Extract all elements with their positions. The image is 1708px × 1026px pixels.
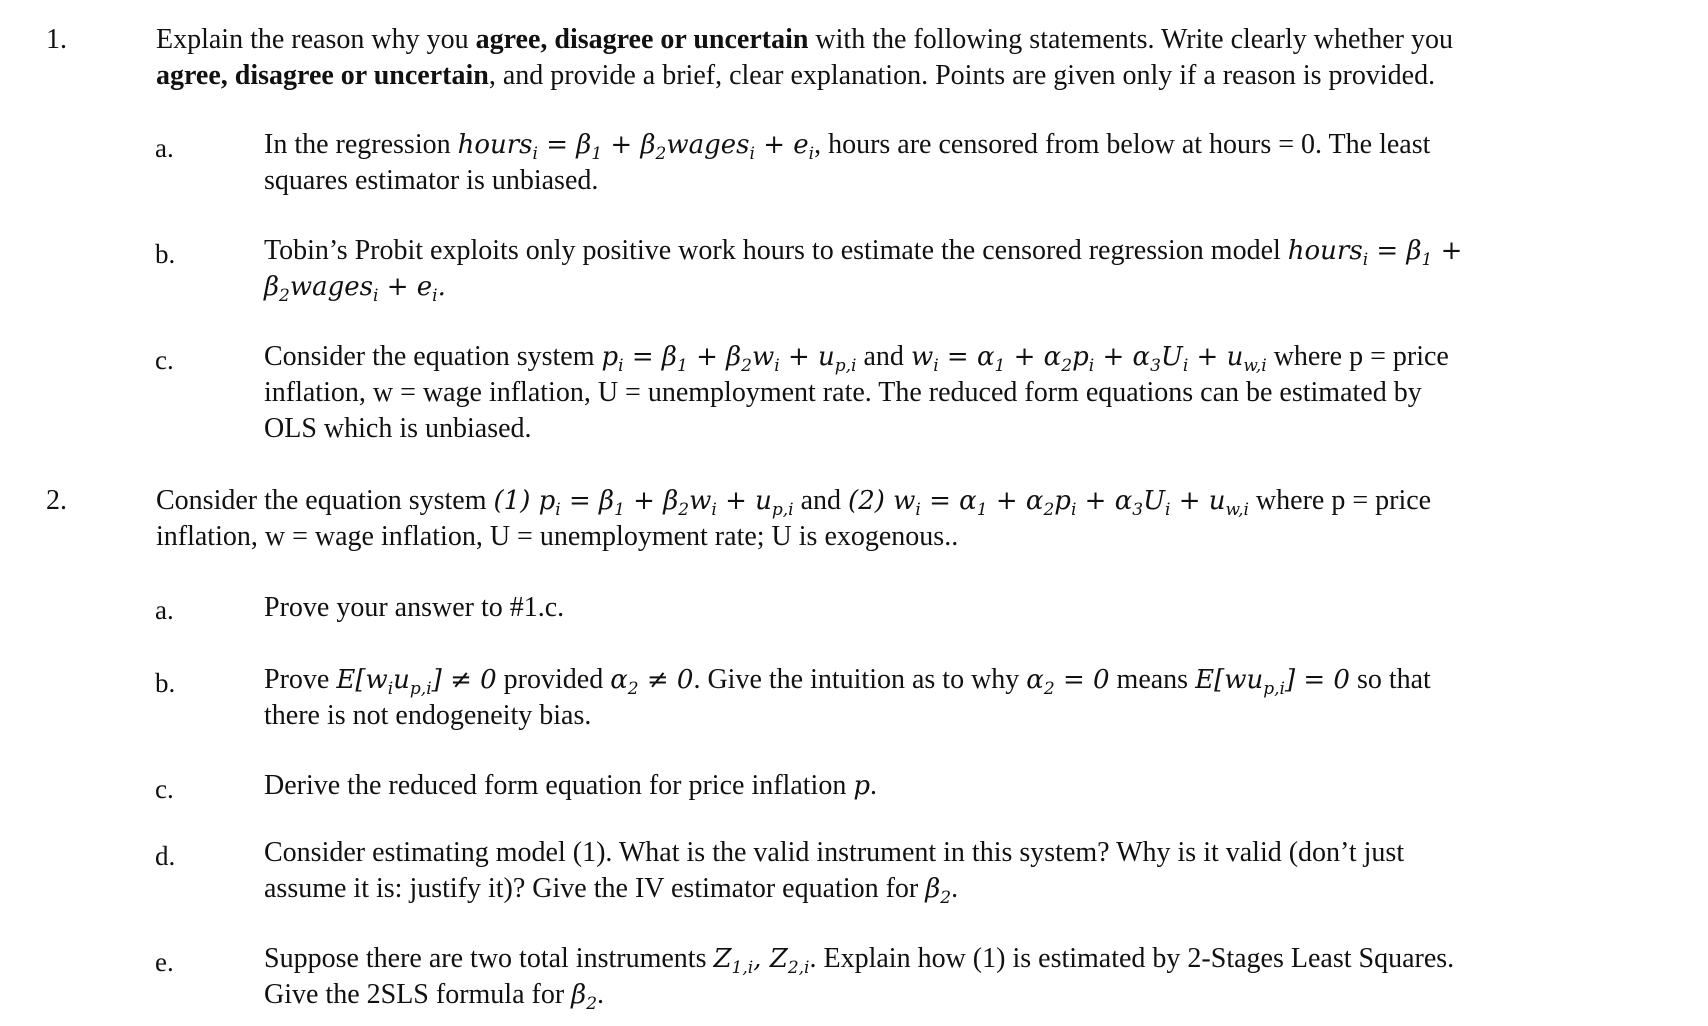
q2-a-label: a.	[155, 595, 174, 625]
q1-b-text: Tobin’s Probit exploits only positive work hours to estimate the censored regression model hours$_i$ = $\beta_1$ + $\beta_2wages_i + e_i$.	[264, 235, 1463, 306]
q2-b-text: Prove $E[w_iu_{p,i}] \ne 0$ provided $\alpha_2 \ne 0$. Give the intuition as to why $\alpha_2 = 0$ means $E[wu_{p,i}] = 0$ so that there is not endogeneity bias.	[264, 664, 1431, 731]
question-2-number: 2.	[46, 485, 67, 516]
q2-e-text: Suppose there are two total instruments $Z_{1,i}$, $Z_{2,i}$. Explain how (1) is estimated by 2-Stages Least Squares. Give the 2SLS formula for $\beta_2$.	[264, 943, 1455, 1014]
q2-d-label: d.	[155, 841, 176, 871]
q1-a-label: a.	[155, 133, 174, 163]
question-1-number: 1.	[46, 24, 67, 55]
question-1-line-1: Explain the reason why you agree, disagree or uncertain with the following statements. Write clearly whether you	[156, 24, 1453, 55]
question-2-text: Consider the equation system (1) $p_i = \beta_1 + \beta_2w_i + u_{p,i}$ and (2) $w_i = \alpha_1 + \alpha_2p_i + \alpha_3U_i + u_{w,i}$ where p = price inflation, w = wage inflation, U = unemployment rate; U is exogenous..	[156, 485, 1432, 552]
q1-c-label: c.	[155, 345, 174, 375]
q2-c-text: Derive the reduced form equation for price inflation p.	[264, 770, 877, 801]
question-1-instructions	[156, 22, 1596, 94]
q2-b-label: b.	[155, 668, 176, 698]
q1-a-text: In the regression hours$_i$ = $\beta_1$ + $\beta_2wages_i + e_i$, hours are censored from below at hours = 0. The least squares estimator is unbiased.	[264, 129, 1431, 196]
q1-b-label: b.	[155, 239, 176, 269]
q2-d-text: Consider estimating model (1). What is the valid instrument in this system? Why is it valid (don’t just assume it is: justify it)? Give the IV estimator equation for $\beta_2$.	[264, 837, 1405, 908]
q2-a-text: Prove your answer to #1.c.	[264, 592, 565, 623]
censored-model-equation-cont: $\beta_2wages_i + e_i$.	[264, 272, 446, 306]
q1-c-text: Consider the equation system $p_i = \beta_1 + \beta_2w_i + u_{p,i}$ and $w_i = \alpha_1 + \alpha_2p_i + \alpha_3U_i + u_{w,i}$ where p = price inflation, w = wage inflation, U = unemployment rate. The reduced form equations can be estimated by OLS which is unbiased.	[264, 341, 1449, 444]
q2-e-label: e.	[155, 947, 174, 977]
hours-regression-equation: hours$_i$ = $\beta_1$ + $\beta_2wages_i + e_i$	[457, 130, 815, 164]
question-1-line-2: agree, disagree or uncertain, and provide a brief, clear explanation. Points are given only if a reason is provided.	[156, 60, 1436, 91]
q2-c-label: c.	[155, 774, 174, 804]
